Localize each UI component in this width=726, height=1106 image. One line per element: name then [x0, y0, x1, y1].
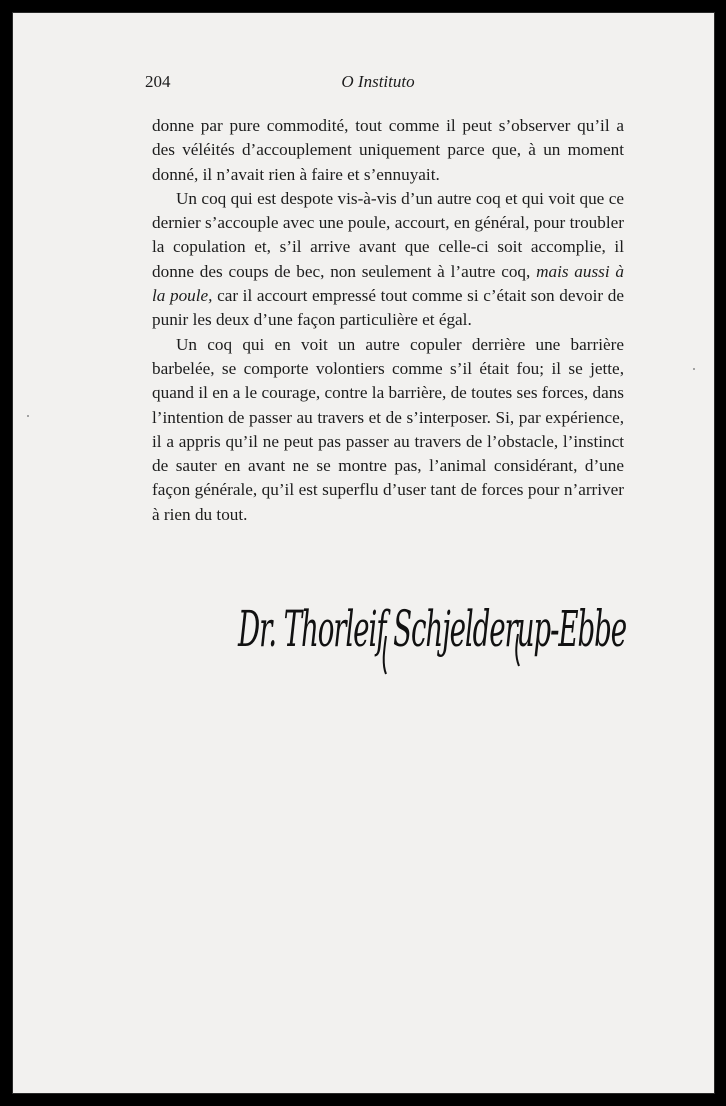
- signature-graphic: [236, 596, 630, 676]
- running-title: O Instituto: [341, 72, 415, 91]
- page-number: 204: [145, 72, 171, 91]
- paragraph-3: [152, 333, 624, 527]
- text-segment: Un coq qui est despote vis-à-vis d’un autre coq et qui voit que ce dernier s’accouple avec une poule, accourt, en général, pour troubler la copulation et, s’il arrive avant que celle-ci soit accomplie, il donne des coups de bec, non seulement à l’autre coq,: [152, 188, 624, 281]
- paper-speck: [27, 415, 29, 417]
- article-body: [152, 114, 624, 527]
- signature-text: Dr. Thorleif Schjelderup-Ebbe: [237, 600, 627, 658]
- paragraph-2: [152, 187, 624, 333]
- handwritten-signature: [236, 596, 630, 676]
- paper-speck: [693, 368, 695, 370]
- text-segment: car il accourt empressé tout comme si c’était son devoir de punir les deux d’une façon particulière et égal.: [152, 286, 624, 330]
- text-segment: Un coq qui en voit un autre copuler derrière une barrière barbelée, se comporte volontiers comme s’il était fou; il se jette, quand il en a le courage, contre la barrière, de toutes ses forces, dans l’intention de passer au travers et de s’interposer. Si, par expérience, il a appris qu’il ne peut pas passer au travers de l’obstacle, l’instinct de sauter en avant ne se montre pas, l’animal considérant, d’une façon générale, qu’il est superflu d’user tant de forces pour n’arriver à rien du tout.: [152, 334, 624, 524]
- paragraph-1: [152, 114, 624, 187]
- text-segment: donne par pure commodité, tout comme il peut s’observer qu’il a des véléités d’accouplement uniquement parce que, à un moment donné, il n’avait rien à faire et s’ennuyait.: [152, 116, 624, 184]
- italic-emphasis: mais aussi à la poule,: [152, 261, 625, 306]
- page-header: [141, 72, 615, 96]
